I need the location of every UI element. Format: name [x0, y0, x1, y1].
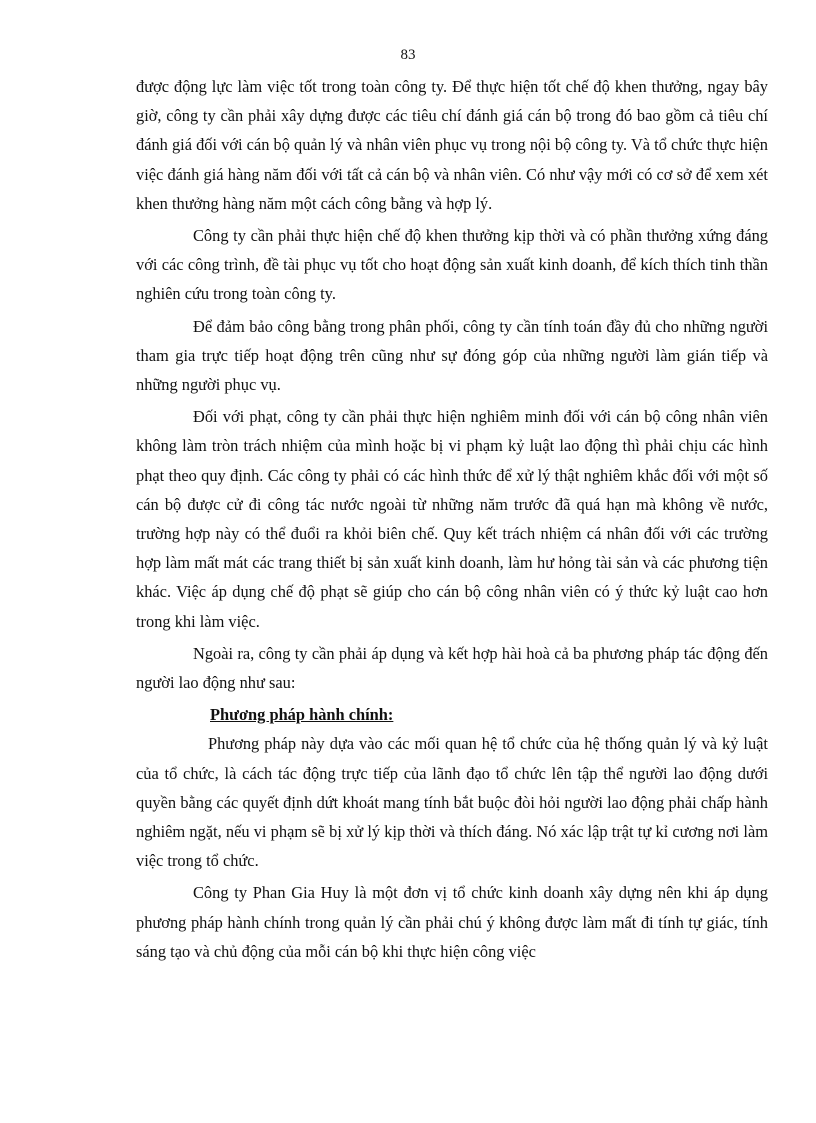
paragraph-continuation: được động lực làm việc tốt trong toàn công ty. Để thực hiện tốt chế độ khen thưởng, ngay bây giờ, công ty cần phải xây dựng được các tiêu chí đánh giá cán bộ trong đó bao gồm cả tiêu chí đánh giá đối với cán bộ quản lý và nhân viên phục vụ trong nội bộ công ty. Và tổ chức thực hiện việc đánh giá hàng năm đối với tất cả cán bộ và nhân viên. Có như vậy mới có cơ sở để xem xét khen thưởng hàng năm một cách công bằng và hợp lý.: [136, 77, 768, 213]
page-number: 83: [400, 47, 416, 63]
paragraph-three-methods: Ngoài ra, công ty cần phải áp dụng và kết hợp hài hoà cả ba phương pháp tác động đến người lao động như sau:: [136, 643, 768, 693]
paragraph-fair-distribution: Để đảm bảo công bằng trong phân phối, công ty cần tính toán đầy đủ cho những người tham gia trực tiếp hoạt động trên cũng như sự đóng góp của những người làm gián tiếp và những người phục vụ.: [136, 316, 768, 395]
document-body: [136, 72, 768, 966]
paragraph-company-application: Công ty Phan Gia Huy là một đơn vị tổ chức kinh doanh xây dựng nên khi áp dụng phương pháp hành chính trong quản lý cần phải chú ý không được làm mất đi tính tự giác, tính sáng tạo và chủ động của mỗi cán bộ khi thực hiện công việc: [136, 883, 768, 961]
paragraph-administrative-method: Phương pháp này dựa vào các mối quan hệ tổ chức của hệ thống quản lý và kỷ luật của tổ chức, là cách tác động trực tiếp của lãnh đạo tổ chức lên tập thể người lao động dưới quyền bằng các quyết định dứt khoát mang tính bắt buộc đòi hỏi người lao động phải chấp hành nghiêm ngặt, nếu vi phạm sẽ bị xử lý kịp thời và thích đáng. Nó xác lập trật tự kỉ cương nơi làm việc trong tổ chức.: [136, 734, 768, 871]
paragraph-reward-timely: Công ty cần phải thực hiện chế độ khen thưởng kịp thời và có phần thưởng xứng đáng với các công trình, đề tài phục vụ tốt cho hoạt động sản xuất kinh doanh, để kích thích tinh thần nghiên cứu trong toàn công ty.: [136, 226, 768, 304]
section-heading: Phương pháp hành chính:: [210, 705, 394, 725]
paragraph-penalties: Đối với phạt, công ty cần phải thực hiện nghiêm minh đối với cán bộ công nhân viên không làm tròn trách nhiệm của mình hoặc bị vi phạm kỷ luật lao động thì phải chịu các hình phạt theo quy định. Các công ty phải có các hình thức để xử lý thật nghiêm khắc đối với một số cán bộ được cử đi công tác nước ngoài từ những năm trước đã quá hạn mà không về nước, trường hợp này có thể đuổi ra khỏi biên chế. Quy kết trách nhiệm cá nhân đối với các trường hợp làm mất mát các trang thiết bị sản xuất kinh doanh, làm hư hỏng tài sản và các phương tiện khác. Việc áp dụng chế độ phạt sẽ giúp cho cán bộ công nhân viên có ý thức kỷ luật cao hơn trong khi làm việc.: [136, 407, 768, 631]
